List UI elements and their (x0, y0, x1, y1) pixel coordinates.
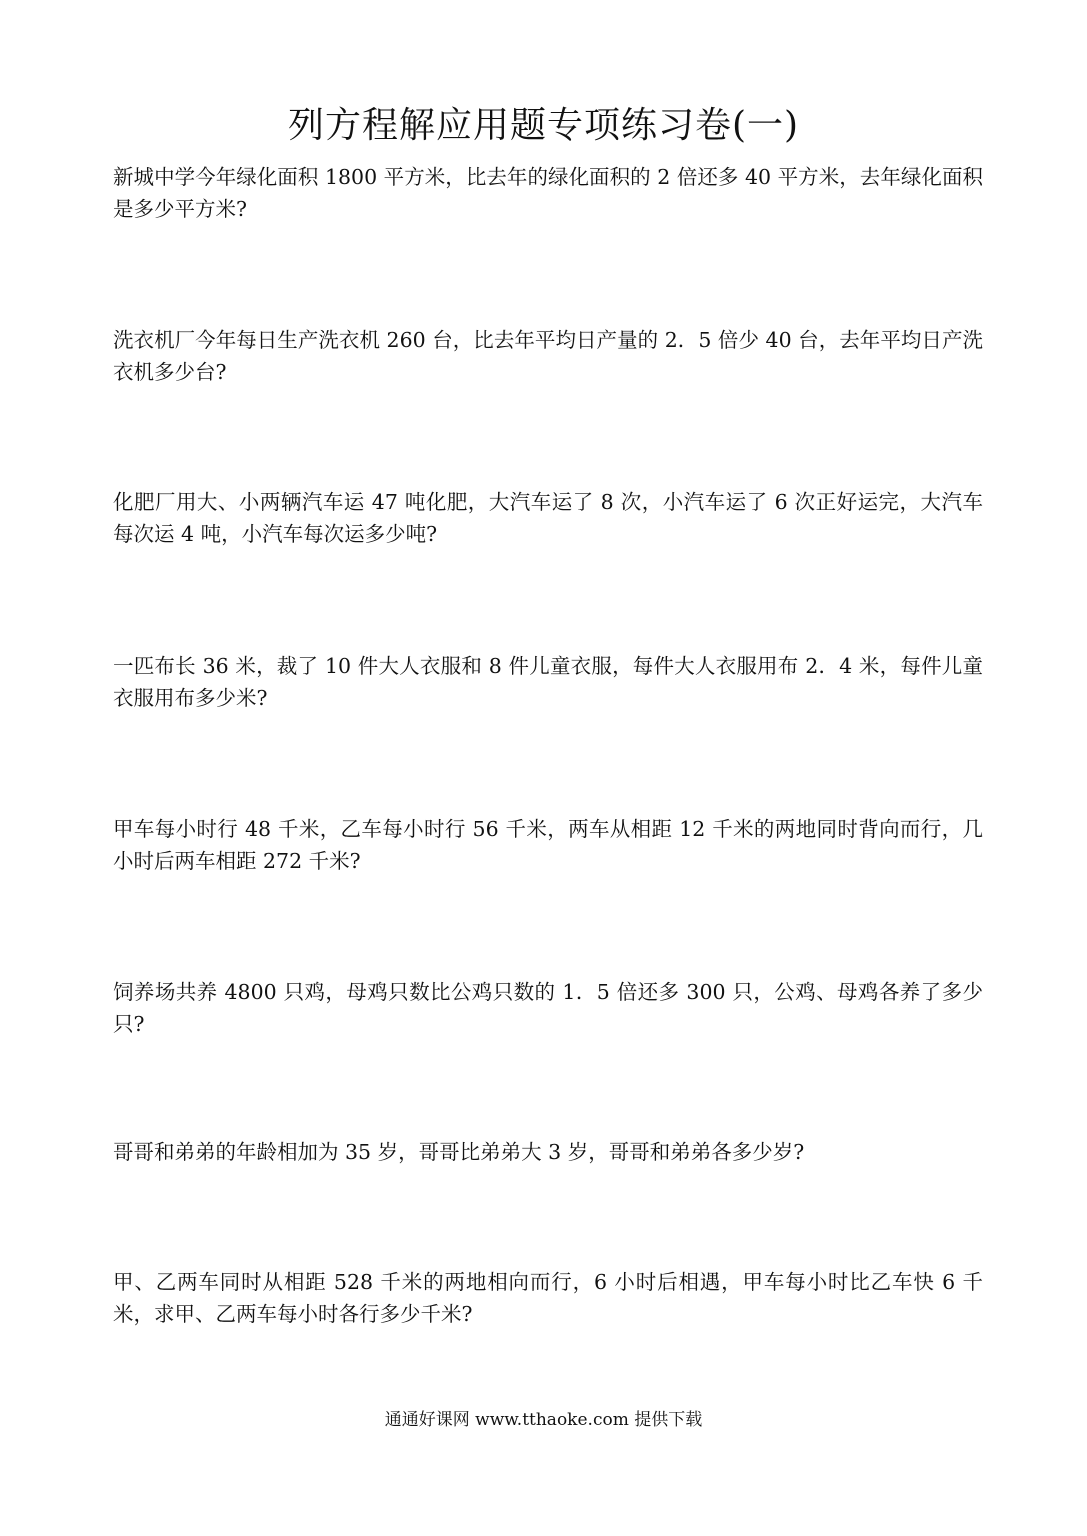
question-4: 一匹布长 36 米，裁了 10 件大人衣服和 8 件儿童衣服，每件大人衣服用布 2．4 米，每件儿童衣服用布多少米? (113, 654, 983, 710)
page-footer: 通通好课网 www.tthaoke.com 提供下载 (384, 1410, 703, 1430)
page-title: 列方程解应用题专项练习卷(一) (287, 105, 800, 146)
question-1: 新城中学今年绿化面积 1800 平方米，比去年的绿化面积的 2 倍还多 40 平方米，去年绿化面积是多少平方米? (113, 165, 983, 221)
question-3: 化肥厂用大、小两辆汽车运 47 吨化肥，大汽车运了 8 次，小汽车运了 6 次正好运完，大汽车每次运 4 吨，小汽车每次运多少吨? (113, 490, 983, 546)
question-2: 洗衣机厂今年每日生产洗衣机 260 台，比去年平均日产量的 2．5 倍少 40 台，去年平均日产洗衣机多少台? (113, 328, 983, 384)
question-6: 饲养场共养 4800 只鸡，母鸡只数比公鸡只数的 1．5 倍还多 300 只，公鸡、母鸡各养了多少只? (113, 980, 983, 1036)
question-8: 甲、乙两车同时从相距 528 千米的两地相向而行，6 小时后相遇，甲车每小时比乙车快 6 千米，求甲、乙两车每小时各行多少千米? (113, 1270, 983, 1326)
question-5: 甲车每小时行 48 千米，乙车每小时行 56 千米，两车从相距 12 千米的两地同时背向而行，几小时后两车相距 272 千米? (113, 817, 983, 873)
question-7: 哥哥和弟弟的年龄相加为 35 岁，哥哥比弟弟大 3 岁，哥哥和弟弟各多少岁? (113, 1140, 805, 1164)
